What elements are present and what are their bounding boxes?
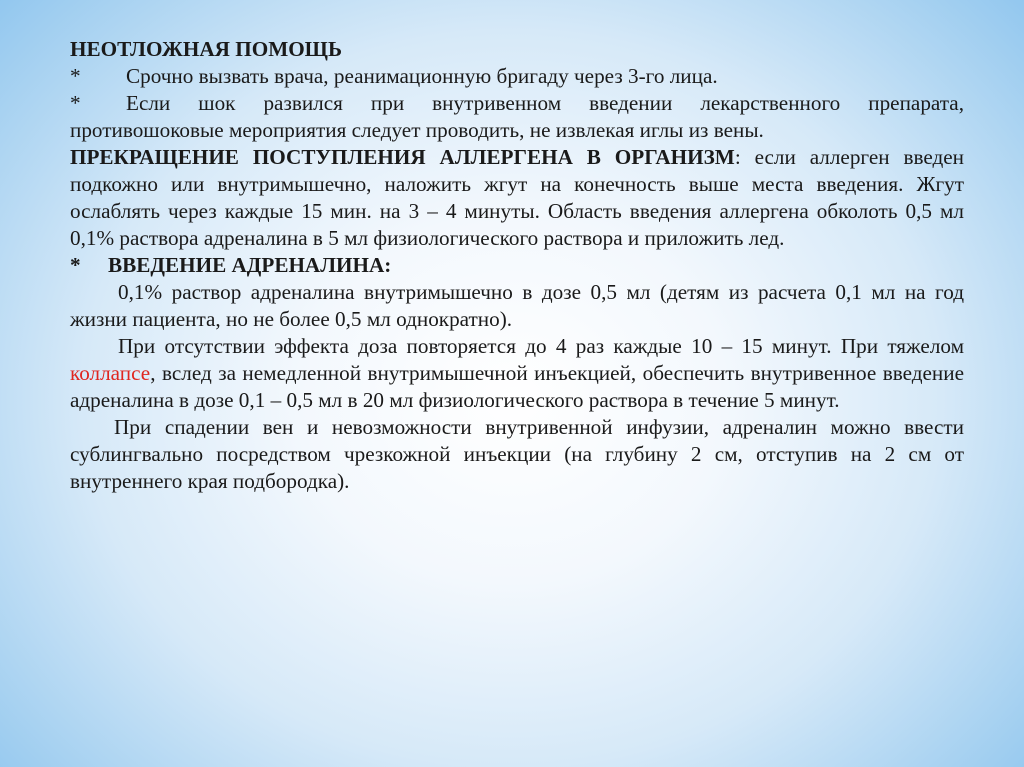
adrenaline-repeat-text-start: При отсутствии эффекта доза повторяется до 4 раз каждые 10 – 15 минут. При тяжелом [118,334,964,358]
stop-allergen-text: : если аллерген введен подкожно или внутримышечно, наложить жгут на конечность выше места введения. Жгут ослаблять через каждые 15 мин. на 3 – 4 минуты. Область введения аллергена обколоть 0,5 мл 0,1% раствора адреналина в 5 мл физиологического раствора и приложить лед. [70,145,964,250]
item-iv-shock-text: Если шок развился при внутривенном введении лекарственного препарата, противошоковые мероприятия следует проводить, не извлекая иглы из вены. [70,91,964,142]
paragraph-adrenaline-sublingual: При спадении вен и невозможности внутривенной инфузии, адреналин можно ввести сублингвально посредством чрезкожной инъекции (на глубину 2 см, отступив на 2 см от внутреннего края подбородка). [70,415,964,493]
bullet-star: * [70,91,81,115]
item-call-doctor-text: Срочно вызвать врача, реанимационную бригаду через 3-го лица. [126,64,718,88]
paragraph-adrenaline-dose: 0,1% раствор адреналина внутримышечно в дозе 0,5 мл (детям из расчета 0,1 мл на год жизни пациента, но не более 0,5 мл однократно). [70,280,964,331]
bullet-star: * [70,64,81,88]
heading-adrenaline: ВВЕДЕНИЕ АДРЕНАЛИНА: [108,253,392,277]
paragraph-adrenaline-repeat [70,333,964,414]
heading-adrenaline-line [70,252,964,279]
heading-emergency-help: НЕОТЛОЖНАЯ ПОМОЩЬ [70,37,342,61]
collapse-link[interactable]: коллапсе [70,361,151,385]
slide-content [70,36,964,495]
bullet-star: * [70,253,81,277]
adrenaline-repeat-text-end: , вслед за немедленной внутримышечной инъекцией, обеспечить внутривенное введение адреналина в дозе 0,1 – 0,5 мл в 20 мл физиологического раствора в течение 5 минут. [70,361,964,412]
bullet-item-call-doctor [70,63,964,90]
heading-stop-allergen: ПРЕКРАЩЕНИЕ ПОСТУПЛЕНИЯ АЛЛЕРГЕНА В ОРГАНИЗМ [70,145,735,169]
bullet-item-iv-shock [70,90,964,144]
paragraph-stop-allergen [70,144,964,252]
